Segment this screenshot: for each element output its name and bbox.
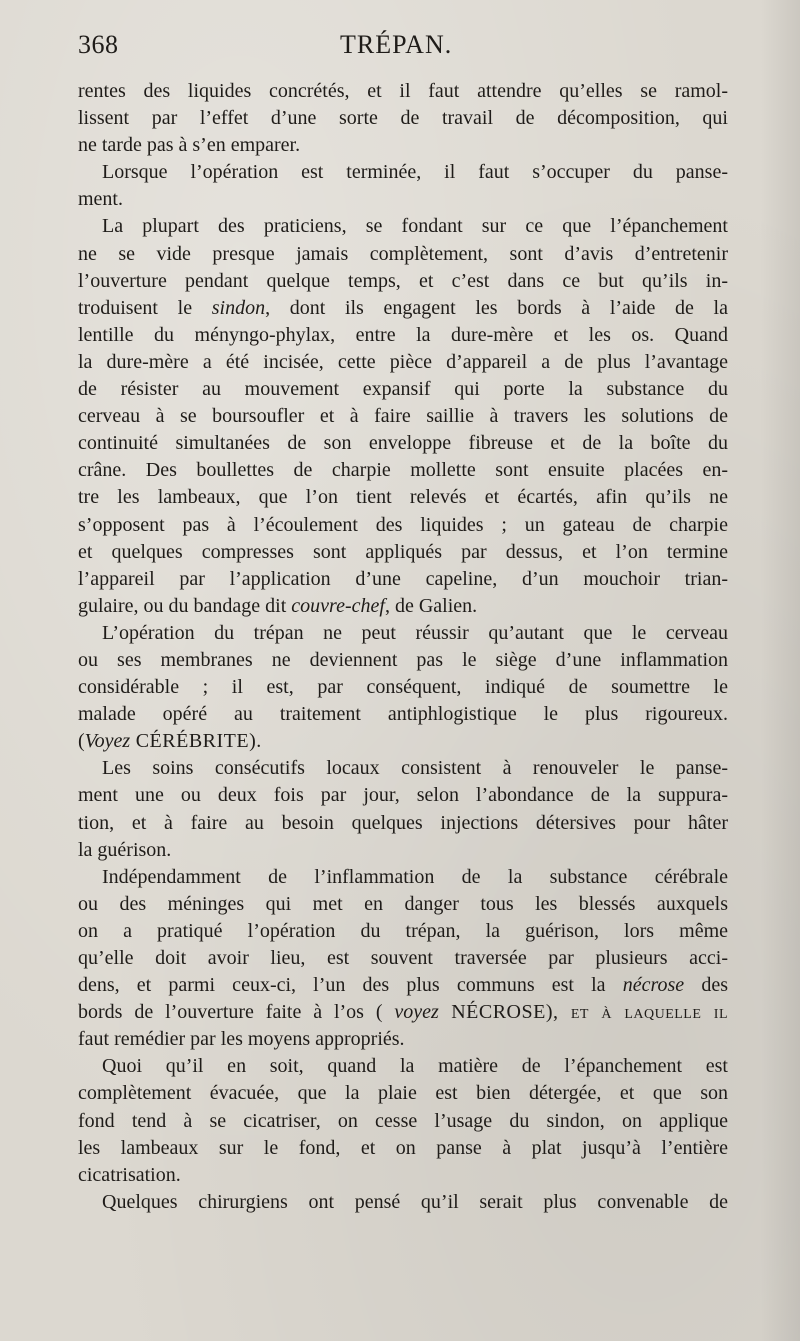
- text-line: ou des méninges qui met en danger tous les blessés auxquels: [78, 892, 728, 915]
- text-line: gulaire, ou du bandage dit couvre-chef, de Galien.: [78, 594, 478, 617]
- text-line: de résister au mouvement expansif qui porte la substance du: [78, 378, 728, 401]
- text-line: crâne. Des boullettes de charpie mollette sont ensuite placées en-: [78, 459, 728, 482]
- text-line: Quelques chirurgiens ont pensé qu’il serait plus convenable de: [102, 1190, 728, 1213]
- text-line: tre les lambeaux, que l’on tient relevés et écartés, afin qu’ils ne: [78, 486, 728, 509]
- text-line: Lorsque l’opération est terminée, il faut s’occuper du panse-: [102, 161, 728, 184]
- text-line: complètement évacuée, que la plaie est bien détergée, et que son: [78, 1082, 728, 1105]
- text-line: ne se vide presque jamais complètement, sont d’avis d’entretenir: [78, 242, 728, 265]
- text-line: ment une ou deux fois par jour, selon l’abondance de la suppura-: [78, 784, 728, 807]
- text-line: la guérison.: [78, 838, 172, 861]
- text-line: ne tarde pas à s’en emparer.: [78, 134, 301, 157]
- body-text: [78, 78, 728, 1216]
- text-line: tion, et à faire au besoin quelques injections détersives pour hâter: [78, 811, 728, 834]
- text-line: qu’elle doit avoir lieu, est souvent traversée par plusieurs acci-: [78, 947, 728, 969]
- text-line: lissent par l’effet d’une sorte de travail de décomposition, qui: [78, 107, 728, 130]
- text-line: Les soins consécutifs locaux consistent à renouveler le panse-: [102, 757, 728, 780]
- text-line: fond tend à se cicatriser, on cesse l’usage du sindon, on applique: [78, 1109, 728, 1132]
- text-line: Quoi qu’il en soit, quand la matière de l’épanchement est: [102, 1055, 728, 1078]
- italic-term: voyez: [394, 1001, 439, 1024]
- italic-term: sindon: [211, 296, 266, 319]
- text-line: la dure-mère a été incisée, cette pièce d’appareil a de plus l’avantage: [78, 350, 728, 373]
- text-line: lentille du ményngo-phylax, entre la dure-mère et les os. Quand: [78, 323, 728, 346]
- running-title: TRÉPAN.: [340, 30, 453, 59]
- text-line: cerveau à se boursoufler et à faire saillie à travers les solutions de: [78, 405, 728, 428]
- text-line: ou ses membranes ne deviennent pas le siège d’une inflammation: [78, 648, 728, 671]
- text-line: s’opposent pas à l’écoulement des liquides ; un gateau de charpie: [78, 513, 728, 536]
- text-line: l’ouverture pendant quelque temps, et c’est dans ce but qu’ils in-: [78, 269, 728, 292]
- text-line: les lambeaux sur le fond, et on panse à plat jusqu’à l’entière: [78, 1136, 728, 1159]
- text-line: L’opération du trépan ne peut réussir qu’autant que le cerveau: [102, 621, 728, 644]
- text-line: dens, et parmi ceux-ci, l’un des plus communs est la nécrose des: [78, 974, 728, 997]
- text-line: considérable ; il est, par conséquent, indiqué de soumettre le: [78, 676, 728, 699]
- text-line: on a pratiqué l’opération du trépan, la guérison, lors même: [78, 919, 728, 942]
- cross-reference: CÉRÉBRITE).: [130, 730, 262, 753]
- text-line: La plupart des praticiens, se fondant sur ce que l’épanchement: [102, 215, 728, 238]
- page-header: [78, 30, 728, 66]
- text-line: (Voyez CÉRÉBRITE).: [78, 730, 262, 753]
- text-line: continuité simultanées de son enveloppe fibreuse et de la boîte du: [78, 432, 728, 455]
- text-line: l’appareil par l’application d’une capeline, d’un mouchoir trian-: [78, 567, 728, 590]
- text-line: malade opéré au traitement antiphlogistique le plus rigoureux.: [78, 703, 728, 726]
- text-line: troduisent le sindon, dont ils engagent les bords à l’aide de la: [78, 296, 728, 319]
- text-line: Indépendamment de l’inflammation de la substance cérébrale: [102, 865, 728, 888]
- text-line: et quelques compresses sont appliqués par dessus, et l’on termine: [78, 540, 728, 563]
- text-line: cicatrisation.: [78, 1163, 181, 1186]
- cross-reference: NÉCROSE), et à laquelle il: [438, 1001, 728, 1024]
- text-line: faut remédier par les moyens appropriés.: [78, 1028, 405, 1051]
- italic-term: nécrose: [622, 974, 685, 997]
- italic-term: couvre-chef: [291, 594, 385, 617]
- page-number: 368: [78, 30, 119, 59]
- text-line: bords de l’ouverture faite à l’os ( voyez NÉCROSE), et à laquelle il: [78, 1001, 728, 1024]
- italic-term: Voyez: [84, 730, 131, 753]
- text-line: ment.: [78, 188, 123, 211]
- text-line: rentes des liquides concrétés, et il faut attendre qu’elles se ramol-: [78, 80, 728, 102]
